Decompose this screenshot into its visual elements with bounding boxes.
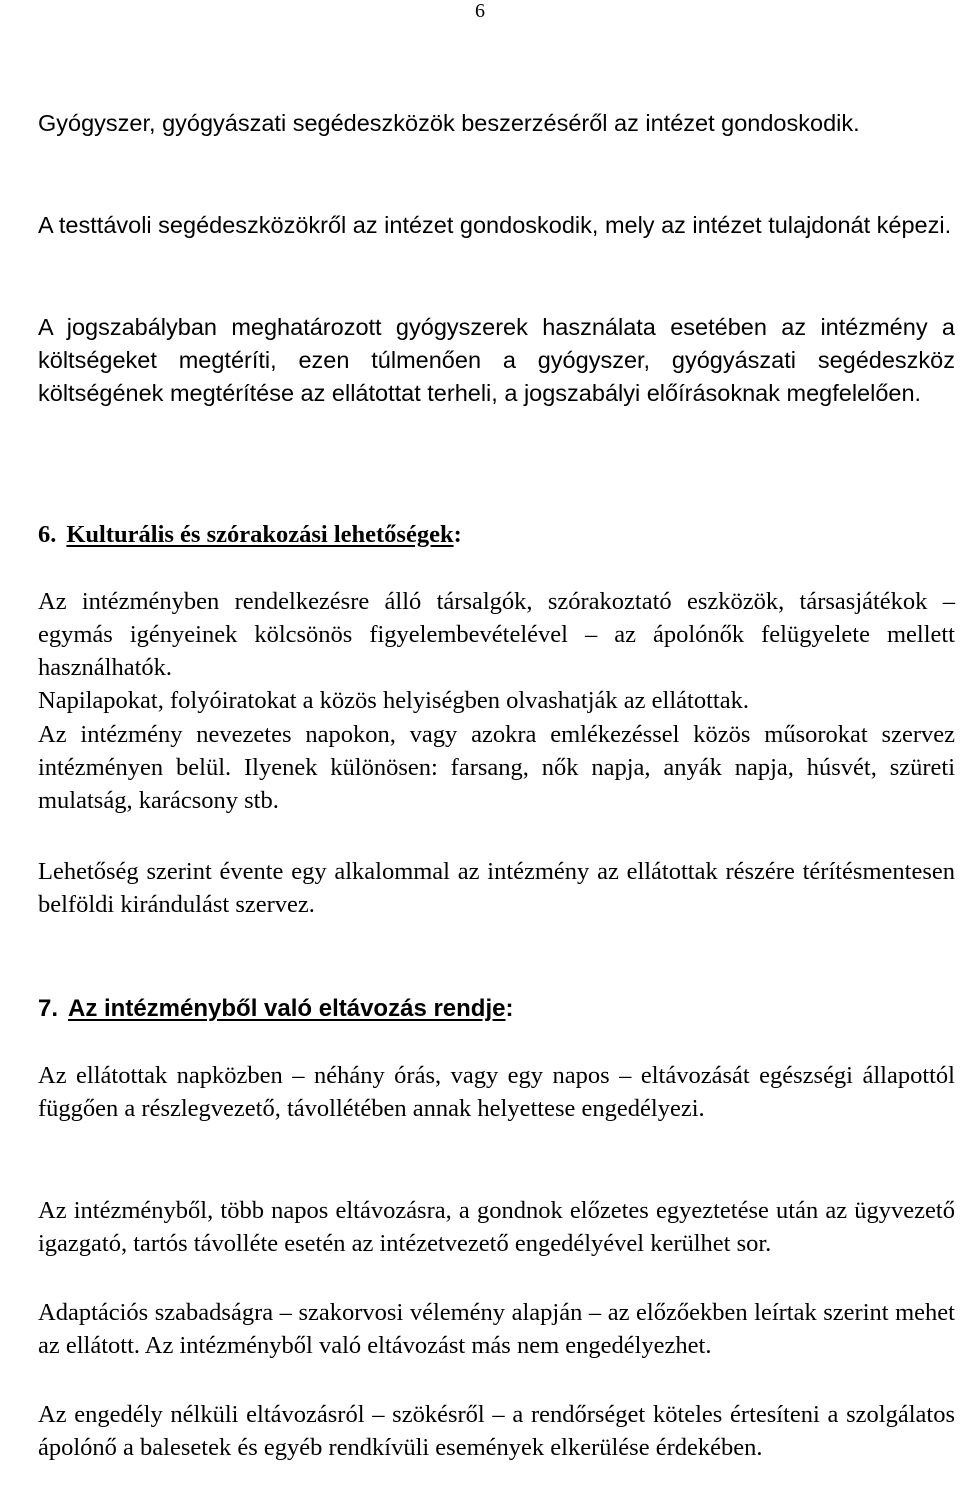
section-6-title: Kulturális és szórakozási lehetőségek: [66, 521, 454, 548]
section-6-heading: [38, 518, 462, 551]
section-6-paragraph-1: Az intézményben rendelkezésre álló társalgók, szórakoztató eszközök, társasjátékok – egymás igényeinek kölcsönös figyelembevételével – az ápolónők felügyelete mellett használhatók.: [38, 588, 955, 681]
intro-paragraph-1: Gyógyszer, gyógyászati segédeszközök beszerzéséről az intézet gondoskodik.: [38, 110, 860, 136]
section-7-paragraph-3: Adaptációs szabadságra – szakorvosi vélemény alapján – az előzőekben leírtak szerint mehet az ellátott. Az intézményből való eltávozást más nem engedélyezhet.: [38, 1299, 955, 1359]
intro-paragraph-2: A testtávoli segédeszközökről az intézet gondoskodik, mely az intézet tulajdonát képezi.: [38, 212, 952, 238]
section-6-paragraph-3: Az intézmény nevezetes napokon, vagy azokra emlékezéssel közös műsorokat szervez intézményen belül. Ilyenek különösen: farsang, nők napja, anyák napja, húsvét, szüreti mulatság, karácsony stb.: [38, 721, 955, 814]
section-7-paragraph-1: Az ellátottak napközben – néhány órás, vagy egy napos – eltávozását egészségi állapottól függően a részlegvezető, távollétében annak helyettese engedélyezi.: [38, 1062, 955, 1122]
section-7-paragraph-4: Az engedély nélküli eltávozásról – szökésről – a rendőrséget köteles értesíteni a szolgálatos ápolónő a balesetek és egyéb rendkívüli események elkerülése érdekében.: [38, 1401, 955, 1461]
section-7-title: Az intézményből való eltávozás rendje: [68, 995, 506, 1022]
section-7-heading: [38, 992, 513, 1025]
section-6-number: 6.: [38, 521, 57, 548]
section-7-paragraph-2: Az intézményből, több napos eltávozásra, a gondnok előzetes egyeztetése után az ügyvezető igazgató, tartós távolléte esetén az intézetvezető engedélyével kerülhet sor.: [38, 1197, 955, 1257]
section-6-paragraph-2: Napilapokat, folyóiratokat a közös helyiségben olvashatják az ellátottak.: [38, 687, 749, 714]
section-6-colon: :: [453, 521, 462, 548]
intro-paragraph-3: A jogszabályban meghatározott gyógyszerek használata esetében az intézmény a költségeket megtéríti, ezen túlmenően a gyógyszer, gyógyászati segédeszköz költségének megtérítése az ellátottat terheli, a jogszabályi előírásoknak megfelelően.: [38, 314, 955, 406]
page-number: 6: [475, 0, 485, 22]
section-7-number: 7.: [38, 995, 59, 1022]
section-7-colon: :: [505, 995, 514, 1022]
section-6-paragraph-4: Lehetőség szerint évente egy alkalommal az intézmény az ellátottak részére térítésmentesen belföldi kirándulást szervez.: [38, 858, 955, 918]
